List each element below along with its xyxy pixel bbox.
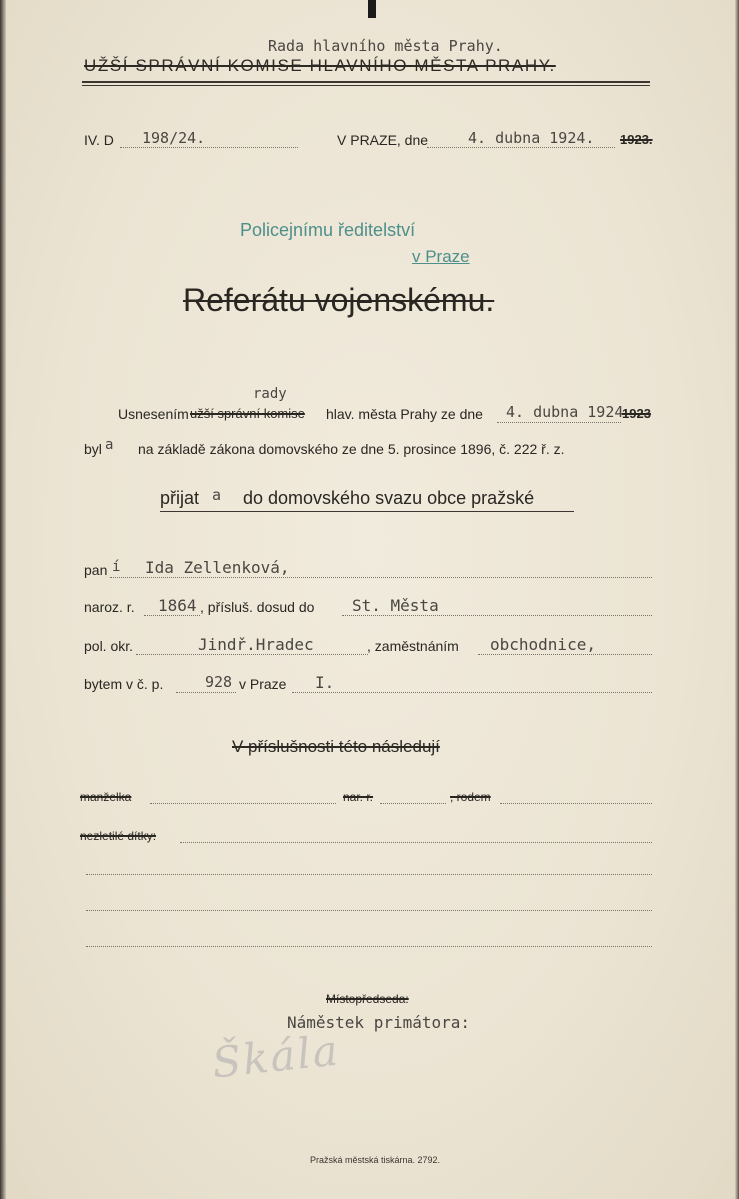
belong-place: St. Města [352, 596, 439, 615]
deputy-mayor-title: Náměstek primátora: [287, 1013, 471, 1032]
date-line [427, 147, 615, 148]
resolution-line2-prefix: byl [84, 441, 102, 457]
printed-commission-title: UŽŠÍ SPRÁVNÍ KOMISE HLAVNÍHO MĚSTA PRAHY. [84, 56, 556, 75]
house-number: 928 [205, 673, 233, 691]
inserted-word-rady: rady [253, 386, 287, 402]
admission-suffix: a [212, 486, 222, 504]
label-district: pol. okr. [84, 638, 134, 654]
name-suffix: í [112, 559, 121, 575]
wife-maiden-line [500, 803, 652, 804]
label-born: naroz. r. [84, 599, 135, 615]
addressee-department: Referátu vojenskému. [183, 282, 495, 318]
resolution-date: 4. dubna 1924 [506, 403, 624, 421]
followers-heading: V příslušnosti této následují [232, 737, 440, 756]
header-rule-top [82, 81, 650, 83]
resolution-line2-text: na základě zákona domovského ze dne 5. prosince 1896, č. 222 ř. z. [138, 441, 565, 457]
children-label: nezletilé dítky: [80, 829, 157, 843]
admission-text: do domovského svazu obce pražské [243, 488, 535, 508]
admission-word: přijat [160, 488, 200, 508]
city-part: I. [315, 673, 335, 692]
resolution-prefix: Usnesením [118, 406, 189, 422]
children-line-1 [180, 842, 652, 843]
district-value: Jindř.Hradec [198, 635, 314, 654]
printer-imprint: Pražská městská tiskárna. 2792. [310, 1155, 441, 1165]
children-line-3 [86, 910, 652, 911]
resolution-year-struck: 1923 [622, 406, 651, 421]
ref-number: 198/24. [142, 129, 206, 147]
resolution-line2-suffix: a [105, 437, 114, 453]
city-line [292, 692, 652, 693]
label-address: bytem v č. p. [84, 676, 164, 692]
belong-line [342, 615, 652, 616]
label-name: pan [84, 562, 108, 578]
typed-council-name: Rada hlavního města Prahy. [268, 37, 503, 55]
resolution-struck-commission: užší správní komise [190, 406, 305, 421]
ref-prefix: IV. D [84, 132, 114, 148]
wife-label: manželka [80, 790, 132, 804]
label-city: v Praze [239, 676, 287, 692]
label-occupation: , zaměstnáním [367, 638, 459, 654]
admission-underline [160, 511, 574, 512]
police-directorate-stamp-line1: Policejnímu ředitelství [240, 220, 416, 240]
resolution-date-line [497, 422, 621, 423]
header-rule-bottom [82, 85, 650, 86]
name-line [110, 577, 652, 578]
born-line [144, 615, 200, 616]
person-name: Ida Zellenková, [145, 558, 290, 577]
district-line [136, 654, 368, 655]
children-line-4 [86, 946, 652, 947]
handwritten-signature: Škála [209, 1025, 342, 1088]
paper-edge-left [0, 0, 6, 1199]
paper-edge-right [735, 0, 739, 1199]
born-year: 1864 [158, 596, 197, 615]
occupation-value: obchodnice, [490, 635, 596, 654]
letter-date: 4. dubna 1924. [468, 129, 595, 147]
wife-maiden-label: , rodem [450, 790, 491, 804]
binding-mark [368, 0, 376, 18]
ref-number-line [120, 147, 298, 148]
label-belong: , přísluš. dosud do [200, 599, 315, 615]
place-date-label: V PRAZE, dne [337, 132, 429, 148]
children-line-2 [86, 874, 652, 875]
year-struck: 1923. [620, 132, 653, 147]
wife-born-line [380, 803, 446, 804]
wife-line [150, 803, 336, 804]
resolution-middle: hlav. města Prahy ze dne [326, 406, 483, 422]
house-number-line [176, 692, 236, 693]
wife-born-label: nar. r. [343, 790, 374, 804]
occupation-line [478, 654, 652, 655]
police-directorate-stamp-line2: v Praze [412, 247, 470, 266]
struck-deputy-title: Místopředseda: [326, 992, 409, 1006]
